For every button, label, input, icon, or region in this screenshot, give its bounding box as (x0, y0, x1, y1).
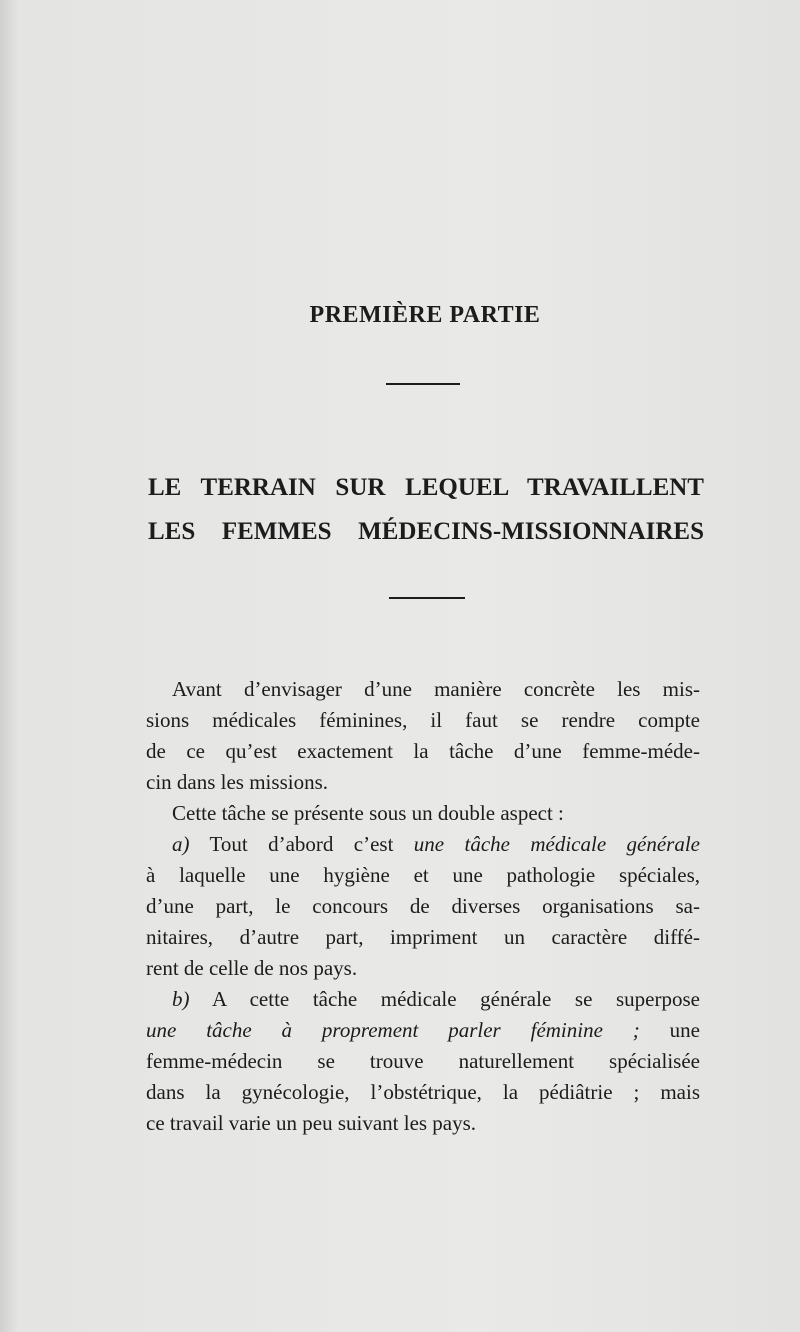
chapter-title-line: LES FEMMES MÉDECINS-MISSIONNAIRES (148, 518, 704, 545)
part-title: PREMIÈRE PARTIE (309, 302, 541, 328)
text-line: rent de celle de nos pays. (146, 956, 358, 980)
text-line: dans la gynécologie, l’obstétrique, la pédiâtrie ; mais (146, 1080, 700, 1104)
text-line (146, 984, 700, 1015)
text-line: nitaires, d’autre part, impriment un caractère diffé- (146, 925, 700, 949)
text-line (146, 829, 700, 860)
text-line: Cette tâche se présente sous un double aspect : (172, 801, 564, 825)
chapter-title-line: LE TERRAIN SUR LEQUEL TRAVAILLENT (148, 474, 704, 501)
divider-rule (386, 383, 460, 385)
text-run: A cette tâche médicale générale se superpose (189, 987, 700, 1011)
text-line: femme-médecin se trouve naturellement spécialisée (146, 1049, 700, 1073)
body-text (146, 674, 700, 1139)
chapter-title (148, 466, 704, 554)
text-line (146, 1015, 700, 1046)
text-line: d’une part, le concours de diverses organisations sa- (146, 894, 700, 918)
text-line: cin dans les missions. (146, 770, 328, 794)
text-line: ce travail varie un peu suivant les pays. (146, 1111, 477, 1135)
list-marker: a) (172, 832, 190, 856)
text-run: une (639, 1018, 700, 1042)
italic-text-run: une tâche médicale générale (413, 832, 700, 856)
text-line: à laquelle une hygiène et une pathologie spéciales, (146, 863, 700, 887)
text-line: sions médicales féminines, il faut se rendre compte (146, 708, 700, 732)
divider-rule (389, 597, 465, 599)
list-marker: b) (172, 987, 190, 1011)
text-run: Tout d’abord c’est (189, 832, 414, 856)
text-line: de ce qu’est exactement la tâche d’une femme-méde- (146, 739, 700, 763)
text-line: Avant d’envisager d’une manière concrète les mis- (172, 677, 700, 701)
italic-text-run: une tâche à proprement parler féminine ; (146, 1018, 640, 1042)
